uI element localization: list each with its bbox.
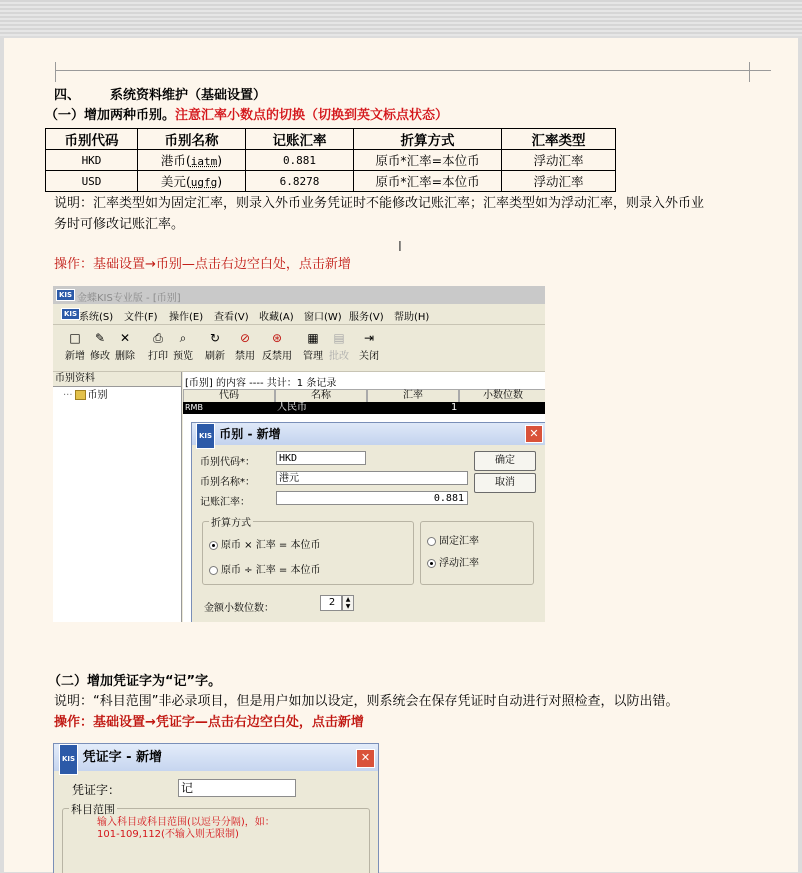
operation-1: 操作：基础设置→币别—点击右边空白处，点击新增 [54, 257, 351, 272]
toolbar-print-button[interactable]: ⎙ 打印 [148, 331, 168, 362]
menu-service[interactable]: 服务(V) [349, 312, 384, 323]
radio-off-icon [209, 566, 218, 575]
menu-operation[interactable]: 操作(E) [169, 312, 204, 323]
toolbar-preview-button[interactable]: ⌕ 预览 [173, 331, 193, 362]
radio-on-icon [427, 559, 436, 568]
header-rate: 记账汇率 [246, 129, 354, 150]
name-label: 币别名称*： [200, 477, 255, 488]
header-method: 折算方式 [354, 129, 502, 150]
dialog-close-icon[interactable]: ✕ [525, 425, 543, 443]
menu-view[interactable]: 查看(V) [214, 312, 249, 323]
viewer-top-bar [0, 0, 802, 36]
decimals-label: 金额小数位数： [204, 603, 274, 614]
table-row: HKD 港币(iatm) 0.881 原币*汇率=本位币 浮动汇率 [46, 150, 616, 171]
code-label: 币别代码*： [200, 457, 255, 468]
toolbar-batch-edit-button[interactable]: ▤ 批改 [329, 331, 349, 362]
toolbar-manage-button[interactable]: ▦ 管理 [303, 331, 323, 362]
toolbar-new-button[interactable]: □ 新增 [65, 331, 85, 362]
rate-type-group [420, 521, 534, 585]
enable-icon: ⊛ [271, 331, 283, 345]
note-2: 说明：“科目范围”非必录项目，但是用户如加以设定，则系统会在保存凭证时自动进行对照检查，以防出错。 [54, 694, 679, 709]
toolbar-disable-button[interactable]: ⊘ 禁用 [235, 331, 255, 362]
currency-name-input[interactable]: 港元 [276, 471, 468, 485]
rate-label: 记账汇率： [200, 497, 250, 508]
conversion-method-group [202, 518, 414, 585]
tree-header: 币别资料 [53, 372, 181, 387]
floating-rate-radio[interactable]: 浮动汇率 [427, 554, 479, 569]
menu-file[interactable]: 文件(F) [124, 312, 158, 323]
table-row: USD 美元(ugfg) 6.8278 原币*汇率=本位币 浮动汇率 [46, 171, 616, 192]
operation-2: 操作：基础设置→凭证字—点击右边空白处，点击新增 [54, 715, 364, 730]
screenshot-currency-window [53, 286, 545, 622]
menu-window[interactable]: 窗口(W) [304, 312, 342, 323]
method-multiply-radio[interactable]: 原币 × 汇率 = 本位币 [209, 536, 320, 551]
screenshot-voucher-dialog [53, 743, 379, 873]
grid-caption: [币别] 的内容 ---- 共计：1 条记录 [185, 378, 337, 389]
exchange-rate-input[interactable]: 0.881 [276, 491, 468, 505]
subsection-2: （二）增加凭证字为“记”字。 [48, 674, 222, 689]
currency-code-input[interactable]: HKD [276, 451, 366, 465]
subsection-1 [45, 108, 448, 124]
header-code: 币别代码 [46, 129, 138, 150]
batch-edit-icon: ▤ [333, 331, 345, 345]
toolbar-delete-button[interactable]: ✕ 删除 [115, 331, 135, 362]
printer-icon: ⎙ [153, 331, 163, 345]
subject-range-group [62, 803, 370, 873]
spinner-arrows-icon[interactable]: ▲ ▼ [342, 595, 354, 611]
voucher-word-input[interactable]: 记 [178, 779, 296, 797]
grid-header-code[interactable]: 代码 [183, 389, 275, 403]
decimals-spinner[interactable]: 2 [320, 595, 342, 611]
text-cursor-icon: I [398, 240, 402, 255]
header-type: 汇率类型 [502, 129, 616, 150]
method-group-label: 折算方式 [209, 514, 253, 529]
kis-logo-icon: KIS [56, 289, 75, 301]
radio-on-icon [209, 541, 218, 550]
refresh-icon: ↻ [209, 331, 221, 345]
manage-icon: ▦ [307, 331, 319, 345]
section-heading: 系统资料维护（基础设置） [110, 88, 267, 103]
note-1-line-2: 务时可修改记账汇率。 [54, 217, 185, 232]
grid-header-decimals[interactable]: 小数位数 [459, 389, 545, 403]
toolbar-enable-button[interactable]: ⊛ 反禁用 [262, 331, 292, 362]
currency-table [45, 128, 616, 192]
voucher-dialog-title: 凭证字 - 新增 [82, 750, 163, 765]
menu-system[interactable]: 系统(S) [79, 312, 114, 323]
fixed-rate-radio[interactable]: 固定汇率 [427, 532, 479, 547]
edit-icon: ✎ [94, 331, 106, 345]
window-titlebar [53, 286, 545, 304]
voucher-dialog-titlebar [54, 744, 378, 771]
tree-item-currency[interactable]: ··· 币别 [63, 390, 108, 401]
dialog-logo-icon: KIS [196, 423, 215, 449]
voucher-logo-icon: KIS [59, 744, 78, 775]
subsection-1-prefix: （一）增加两种币别。 [45, 108, 176, 123]
toolbar-close-button[interactable]: ⇥ 关闭 [359, 331, 379, 362]
method-divide-radio[interactable]: 原币 ÷ 汇率 = 本位币 [209, 561, 320, 576]
cancel-button[interactable]: 取消 [474, 473, 536, 493]
dialog-titlebar [192, 423, 545, 445]
grid-header-name[interactable]: 名称 [275, 389, 367, 403]
menu-logo-icon: KIS [61, 308, 80, 320]
toolbar-refresh-button[interactable]: ↻ 刷新 [205, 331, 225, 362]
menu-bar [53, 304, 545, 325]
preview-icon: ⌕ [179, 331, 187, 345]
subsection-1-note: 注意汇率小数点的切换（切换到英文标点状态） [175, 108, 449, 123]
toolbar [53, 325, 545, 372]
header-name: 币别名称 [138, 129, 246, 150]
grid-header-rate[interactable]: 汇率 [367, 389, 459, 403]
radio-off-icon [427, 537, 436, 546]
ok-button[interactable]: 确定 [474, 451, 536, 471]
dialog-title: 币别 - 新增 [219, 427, 281, 441]
note-1-line-1: 说明：汇率类型如为固定汇率，则录入外币业务凭证时不能修改记账汇率；汇率类型如为浮动汇率，则录入外币业 [54, 196, 705, 211]
table-row[interactable]: RMB 人民币 1 [183, 402, 545, 414]
range-hint: 输入科目或科目范围(以逗号分隔)，如： 101-109,112(不输入则无限制) [97, 817, 275, 840]
currency-add-dialog [191, 422, 545, 622]
voucher-label: 凭证字： [72, 783, 121, 797]
window-title: 金蝶KIS专业版 - [币别] [77, 293, 181, 304]
folder-icon [75, 390, 86, 400]
delete-icon: ✕ [119, 331, 131, 345]
new-icon: □ [69, 331, 81, 345]
range-group-label: 科目范围 [71, 803, 115, 816]
tree-panel [53, 372, 182, 622]
section-number: 四、 [54, 88, 81, 103]
disable-icon: ⊘ [239, 331, 251, 345]
menu-help[interactable]: 帮助(H) [394, 312, 430, 323]
menu-favorites[interactable]: 收藏(A) [259, 312, 294, 323]
toolbar-edit-button[interactable]: ✎ 修改 [90, 331, 110, 362]
voucher-close-icon[interactable]: ✕ [356, 749, 375, 768]
close-icon: ⇥ [363, 331, 375, 345]
